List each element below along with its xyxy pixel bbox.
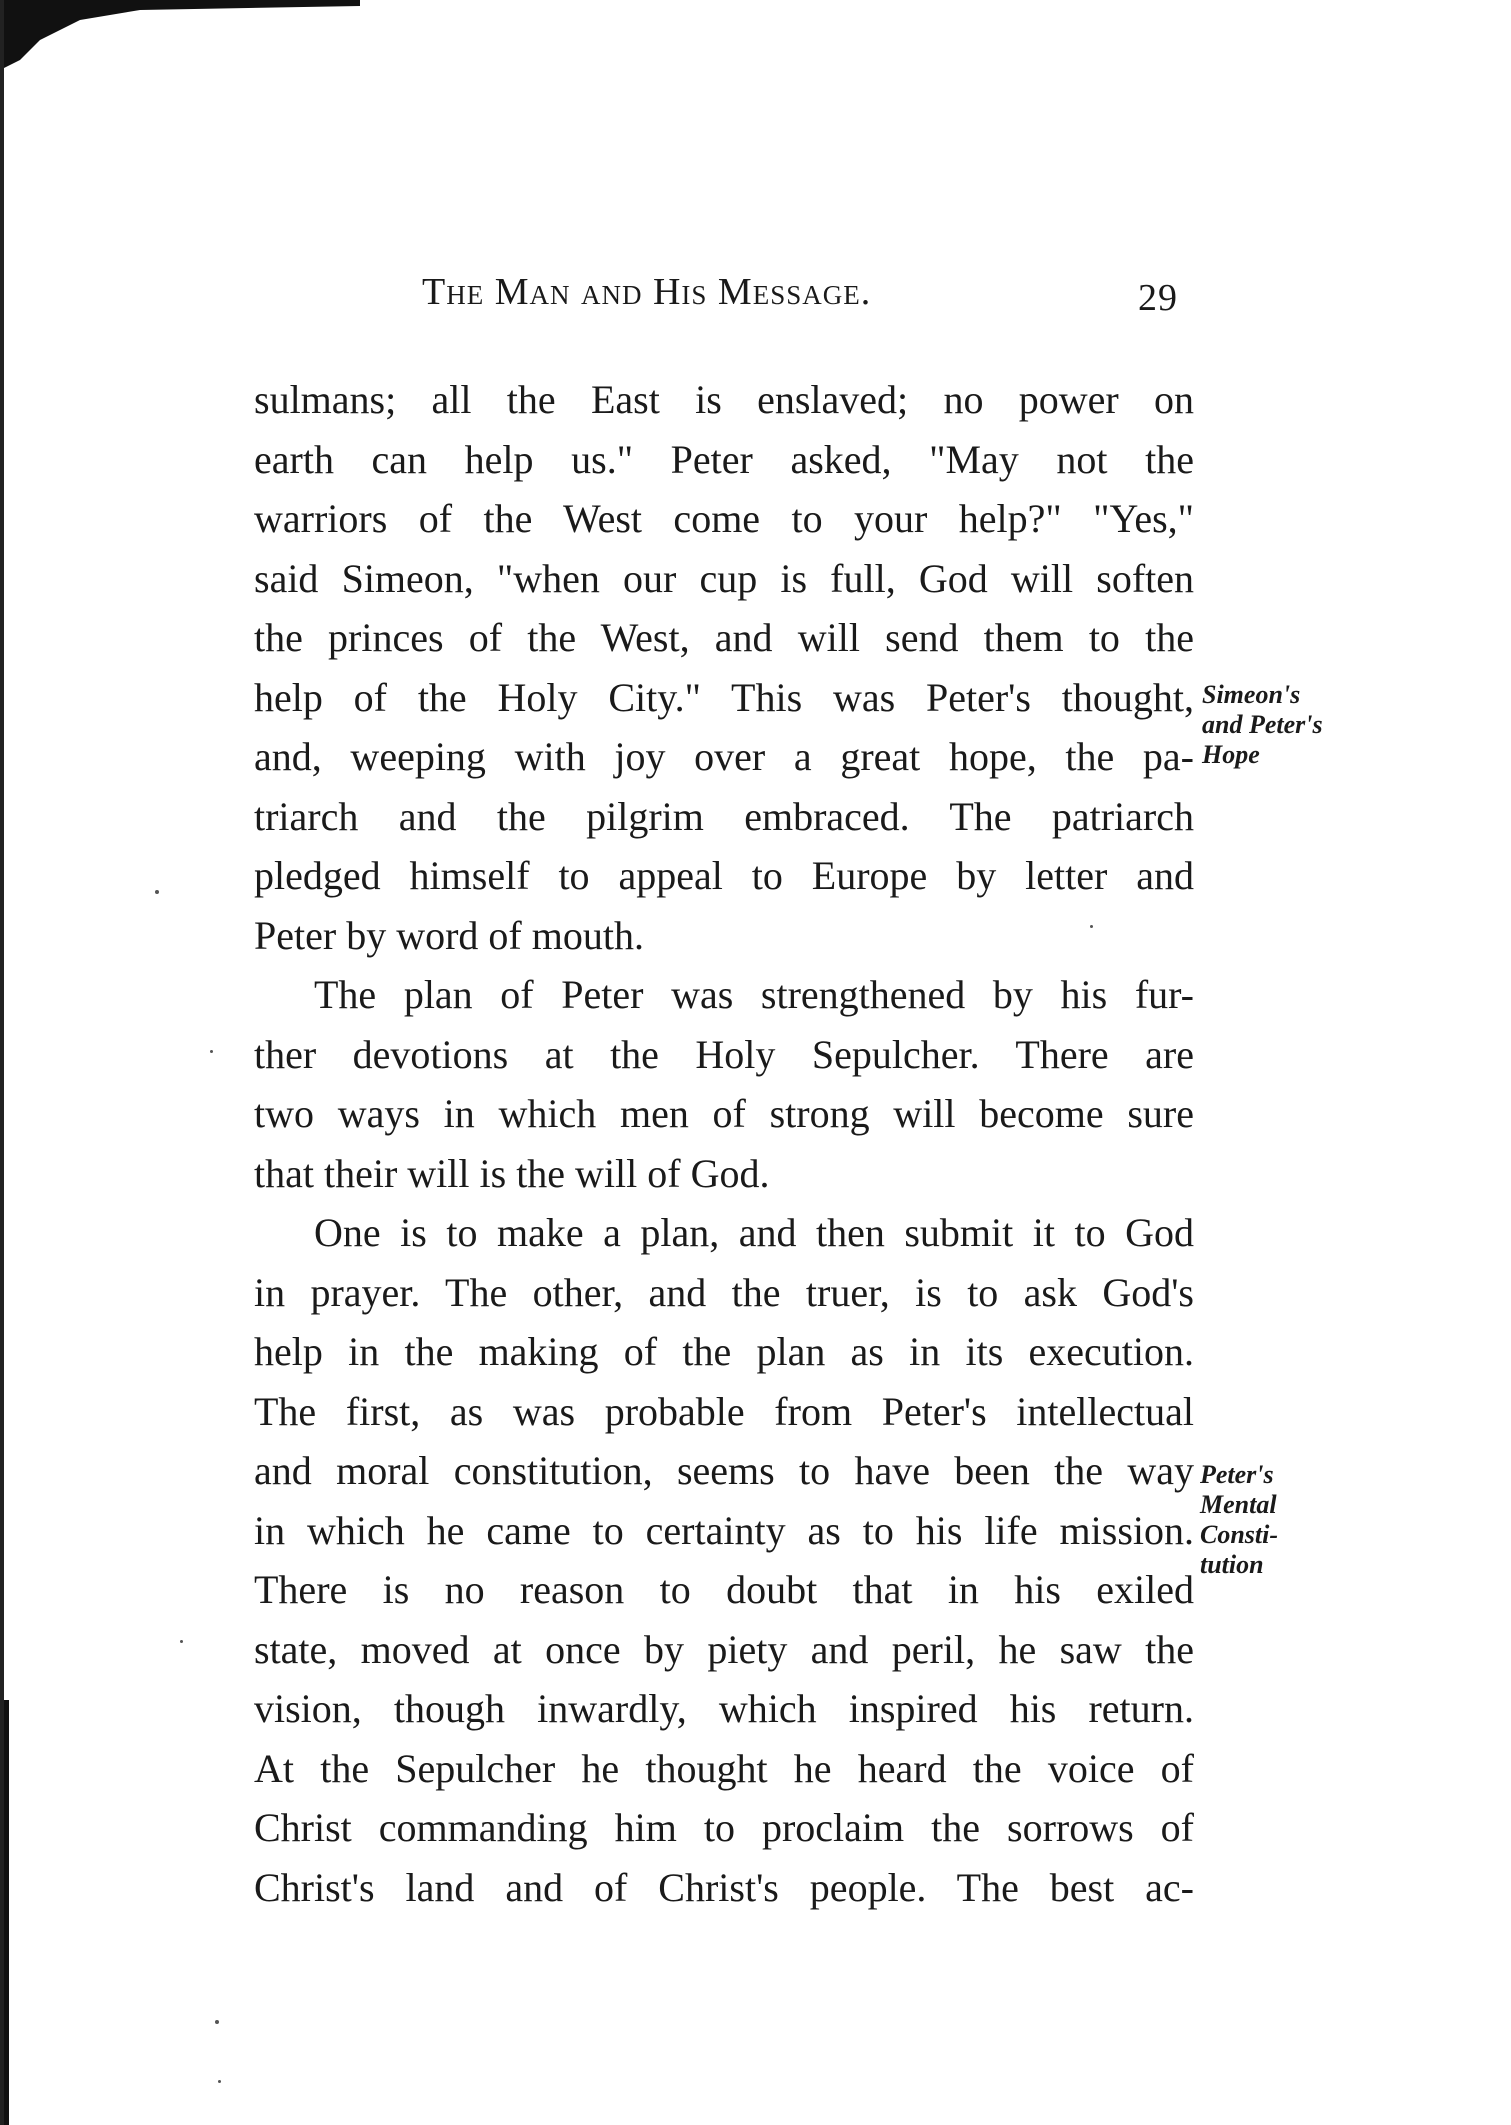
text-line: state, moved at once by piety and peril, he saw the xyxy=(254,1626,1194,1672)
text-line: Peter by word of mouth. xyxy=(254,912,644,958)
margin-note-line: and Peter's xyxy=(1202,710,1323,739)
text-line: ther devotions at the Holy Sepulcher. There are xyxy=(254,1031,1194,1077)
print-speck xyxy=(215,2020,219,2024)
margin-note-line: Simeon's xyxy=(1202,680,1301,709)
text-line: sulmans; all the East is enslaved; no power on xyxy=(254,377,1194,422)
text-line: There is no reason to doubt that in his exiled xyxy=(254,1567,1194,1612)
margin-note-peters-mental-constitution xyxy=(1200,1460,1340,1580)
scan-edge-left xyxy=(0,0,10,2125)
text-line: said Simeon, "when our cup is full, God will soften xyxy=(254,555,1194,601)
body-text xyxy=(254,370,1194,1917)
text-line: pledged himself to appeal to Europe by letter and xyxy=(254,853,1194,898)
text-line: and moral constitution, seems to have been the way xyxy=(254,1448,1194,1493)
margin-note-line: Peter's xyxy=(1200,1460,1274,1489)
margin-note-simeons-hope xyxy=(1202,680,1362,770)
text-line: vision, though inwardly, which inspired his return. xyxy=(254,1686,1194,1731)
scan-edge-top xyxy=(0,0,360,70)
text-line: triarch and the pilgrim embraced. The patriarch xyxy=(254,793,1194,839)
text-line: in prayer. The other, and the truer, is to ask God's xyxy=(254,1269,1194,1315)
text-line: warriors of the West come to your help?" "Yes," xyxy=(254,496,1194,541)
margin-note-line: tution xyxy=(1200,1550,1264,1579)
running-head-title: The Man and His Message. xyxy=(422,271,872,313)
text-line: earth can help us." Peter asked, "May not the xyxy=(254,436,1194,482)
running-head xyxy=(422,270,1202,330)
print-speck xyxy=(180,1640,183,1643)
text-line: Christ's land and of Christ's people. The best ac- xyxy=(254,1864,1194,1910)
text-line: that their will is the will of God. xyxy=(254,1150,770,1196)
margin-note-line: Consti- xyxy=(1200,1520,1279,1549)
text-line: The plan of Peter was strengthened by his fur- xyxy=(314,972,1194,1017)
text-line: help in the making of the plan as in its execution. xyxy=(254,1329,1194,1374)
text-line: The first, as was probable from Peter's intellectual xyxy=(254,1388,1194,1434)
print-speck xyxy=(1090,925,1093,928)
text-line: Christ commanding him to proclaim the sorrows of xyxy=(254,1805,1194,1850)
print-speck xyxy=(218,2080,221,2083)
text-line: One is to make a plan, and then submit it to God xyxy=(314,1210,1194,1255)
print-speck xyxy=(155,890,159,894)
print-speck xyxy=(210,1050,213,1053)
text-line: two ways in which men of strong will become sure xyxy=(254,1091,1194,1136)
margin-note-line: Hope xyxy=(1202,740,1260,769)
text-line: help of the Holy City." This was Peter's thought, xyxy=(254,674,1194,720)
margin-note-line: Mental xyxy=(1200,1490,1277,1519)
text-line: the princes of the West, and will send them to the xyxy=(254,615,1194,660)
text-line: in which he came to certainty as to his life mission. xyxy=(254,1507,1194,1553)
text-line: At the Sepulcher he thought he heard the voice of xyxy=(254,1745,1194,1791)
page-number: 29 xyxy=(1138,277,1178,319)
text-line: and, weeping with joy over a great hope, the pa- xyxy=(254,734,1194,779)
